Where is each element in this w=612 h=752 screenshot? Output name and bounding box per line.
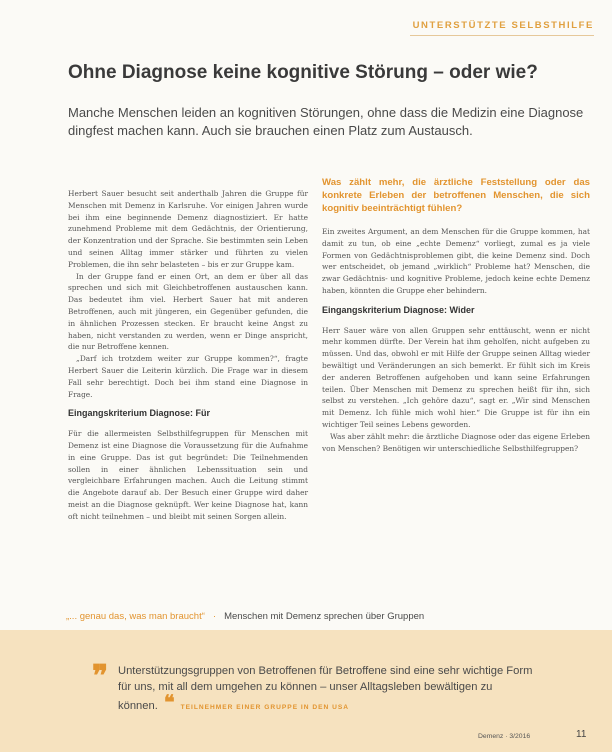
left-paragraph: Herbert Sauer besucht seit anderthalb Jahren die Gruppe für Menschen mit Demenz in Karlsruhe. Vor einigen Jahren wurde bei ihm eine beginnende Demenz diagnostiziert. Er hatte zunehmend Probleme mit dem Gedächtnis, der Orientierung, der Konzentration und der Sprache. Sie bestimmten sein Leben und seinen Alltag immer stärker und führten zu vielen Problemen, die ihn sehr belasteten – bis er zur Gruppe kam. <box>68 189 308 269</box>
left-column <box>68 188 308 523</box>
left-paragraph: Für die allermeisten Selbsthilfegruppen für Menschen mit Demenz ist eine Diagnose die Voraussetzung für die Aufnahme in eine Gruppe. Das ist gut begründet: Die Teilnehmenden sollen in einer ähnlichen Lebenssituation sein und vergleichbare Erfahrungen machen. Auch die Leitung stimmt die Angebote darauf ab. Der Besuch einer Gruppe wird daher meist an die Diagnose geknüpft. Wer keine Diagnose hat, kann oft nicht teilnehmen – und bleibt mit seinen Sorgen allein. <box>68 429 308 521</box>
caption-text: Menschen mit Demenz sprechen über Gruppen <box>224 611 425 622</box>
spacer <box>68 420 308 428</box>
quote-attribution: TEILNEHMER EINER GRUPPE IN DEN USA <box>180 704 350 711</box>
caption-separator: · <box>212 611 217 622</box>
section-tag-rule <box>410 35 594 36</box>
right-paragraph: Was aber zählt mehr: die ärztliche Diagnose oder das eigene Erleben von Menschen? Benötigen wir unterschiedliche Selbsthilfegruppen? <box>322 431 590 453</box>
caption-row <box>66 611 424 622</box>
article-standfirst: Manche Menschen leiden an kognitiven Störungen, ohne dass die Medizin eine Diagnose dingfest machen kann. Auch sie brauchen einen Platz zum Austausch. <box>68 105 584 138</box>
quote-open-mark: ❞ <box>92 659 109 694</box>
article-headline: Ohne Diagnose keine kognitive Störung – oder wie? <box>68 62 538 83</box>
subheading-for: Eingangskriterium Diagnose: Für <box>68 408 211 419</box>
subheading-against: Eingangskriterium Diagnose: Wider <box>322 304 475 315</box>
pull-quote: Was zählt mehr, die ärztliche Feststellung oder das konkrete Erleben der betroffenen Menschen, die sich kognitiv beeinträchtigt fühlen? <box>322 177 590 214</box>
right-paragraph: Herr Sauer wäre von allen Gruppen sehr enttäuscht, wenn er nicht mehr kommen dürfte. Der Verein hat ihm geholfen, nicht aufgeben zu müssen. Und das, obwohl er mit Hilfe der Gruppe seinen Alltag wieder bewältigt und Veränderungen an sich bemerkt. Er fühlt sich im Kreis der anderen Betroffenen aufgehoben und kann seine Erfahrungen teilen. Über Menschen mit Demenz zu sprechen heißt für ihn, sich selbst zu verstehen. „Ich gehöre dazu“, sagt er. „Wir sind Menschen mit Demenz. Ich fühle mich wohl hier.“ Die Gruppe ist für ihn ein wichtiger Teil seines Lebens geworden. <box>322 325 590 429</box>
spacer <box>322 317 590 325</box>
spacer <box>68 400 308 408</box>
left-paragraph: In der Gruppe fand er einen Ort, an dem er über all das sprechen und sich mit Gleichbetroffenen austauschen kann. Das bedeutet ihm viel. Herbert Sauer hat mit anderen Betroffenen, auch mit jüngeren, ein Gegenüber gefunden, die in ähnlichen Prozessen stecken. Er braucht keine Angst zu haben, nicht verstanden zu werden, wenn er Dinge anspricht, die nur Betroffene kennen. <box>68 271 308 352</box>
right-paragraph: Ein zweites Argument, an dem Menschen für die Gruppe kommen, hat damit zu tun, ob eine „echte Demenz“ vorliegt, zumal es ja viele Formen von Gedächtnisproblemen gibt, die keine Demenz sind. Doch wer entscheidet, ob jemand „wirklich“ Probleme hat? Menschen, die zwar Gedächtnis- und kognitive Probleme, jedoch keine echte Demenz haben, könnten die Gruppe eher behindern. <box>322 227 590 295</box>
spacer <box>322 297 590 305</box>
quote-block <box>118 664 538 716</box>
footer-magazine: Demenz · 3/2016 <box>478 733 531 740</box>
left-paragraph: „Darf ich trotzdem weiter zur Gruppe kommen?“, fragte Herbert Sauer die Leiterin kürzlich. Die Frage war in diesem Fall sehr berechtigt. Doch bei ihm stand eine Diagnose in Frage. <box>68 354 308 399</box>
page-number: 11 <box>576 729 587 740</box>
section-tag: UNTERSTÜTZTE SELBSTHILFE <box>412 20 594 31</box>
quote-close-mark: ❝ <box>163 690 175 714</box>
caption-highlight: „... genau das, was man braucht“ <box>66 611 205 622</box>
right-column <box>322 176 590 454</box>
quote-text: Unterstützungsgruppen von Betroffenen für Betroffene sind eine sehr wichtige Form für uns, mit all dem umgehen zu können – unser Alltagsleben bewältigen zu können. <box>118 665 533 712</box>
